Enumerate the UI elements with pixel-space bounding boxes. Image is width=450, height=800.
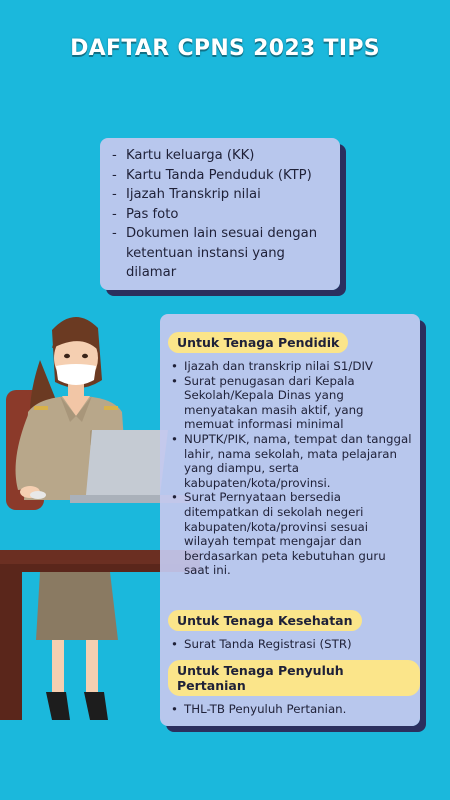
- list-item: - Kartu Tanda Penduduk (KTP): [112, 167, 312, 183]
- list-item: - Pas foto: [112, 206, 179, 222]
- page-title: DAFTAR CPNS 2023 TIPS: [70, 36, 380, 61]
- list-item: - Dokumen lain sesuai dengan ketentuan instansi yang dilamar: [112, 226, 318, 280]
- list-item: • THL-TB Penyuluh Pertanian.: [171, 702, 347, 716]
- section-pendidik: [160, 332, 420, 578]
- general-documents-card: [100, 138, 340, 290]
- list-item: • Surat Pernyataan bersedia ditempatkan di sekolah negeri kabupaten/kota/provinsi sesuai wilayah tempat mengajar dan berdasarkan peta kebutuhan guru saat ini.: [171, 490, 386, 578]
- section-heading: Untuk Tenaga Penyuluh Pertanian: [168, 660, 420, 696]
- section-heading: Untuk Tenaga Kesehatan: [168, 610, 362, 631]
- section-penyuluh: [160, 660, 420, 717]
- list-item: • NUPTK/PIK, nama, tempat dan tanggal lahir, nama sekolah, mata pelajaran yang diampu, serta kabupaten/kota/provinsi.: [171, 431, 412, 490]
- category-requirements-card: [160, 314, 420, 726]
- list-item: • Surat penugasan dari Kepala Sekolah/Kepala Dinas yang menyatakan masih aktif, yang memuat informasi minimal: [171, 373, 364, 432]
- list-item: • Ijazah dan transkrip nilai S1/DIV: [171, 359, 373, 373]
- section-kesehatan: [160, 610, 420, 652]
- list-item: - Ijazah Transkrip nilai: [112, 187, 261, 202]
- list-item: • Surat Tanda Registrasi (STR): [171, 637, 352, 651]
- list-item: - Kartu keluarga (KK): [112, 148, 255, 163]
- section-heading: Untuk Tenaga Pendidik: [168, 332, 348, 353]
